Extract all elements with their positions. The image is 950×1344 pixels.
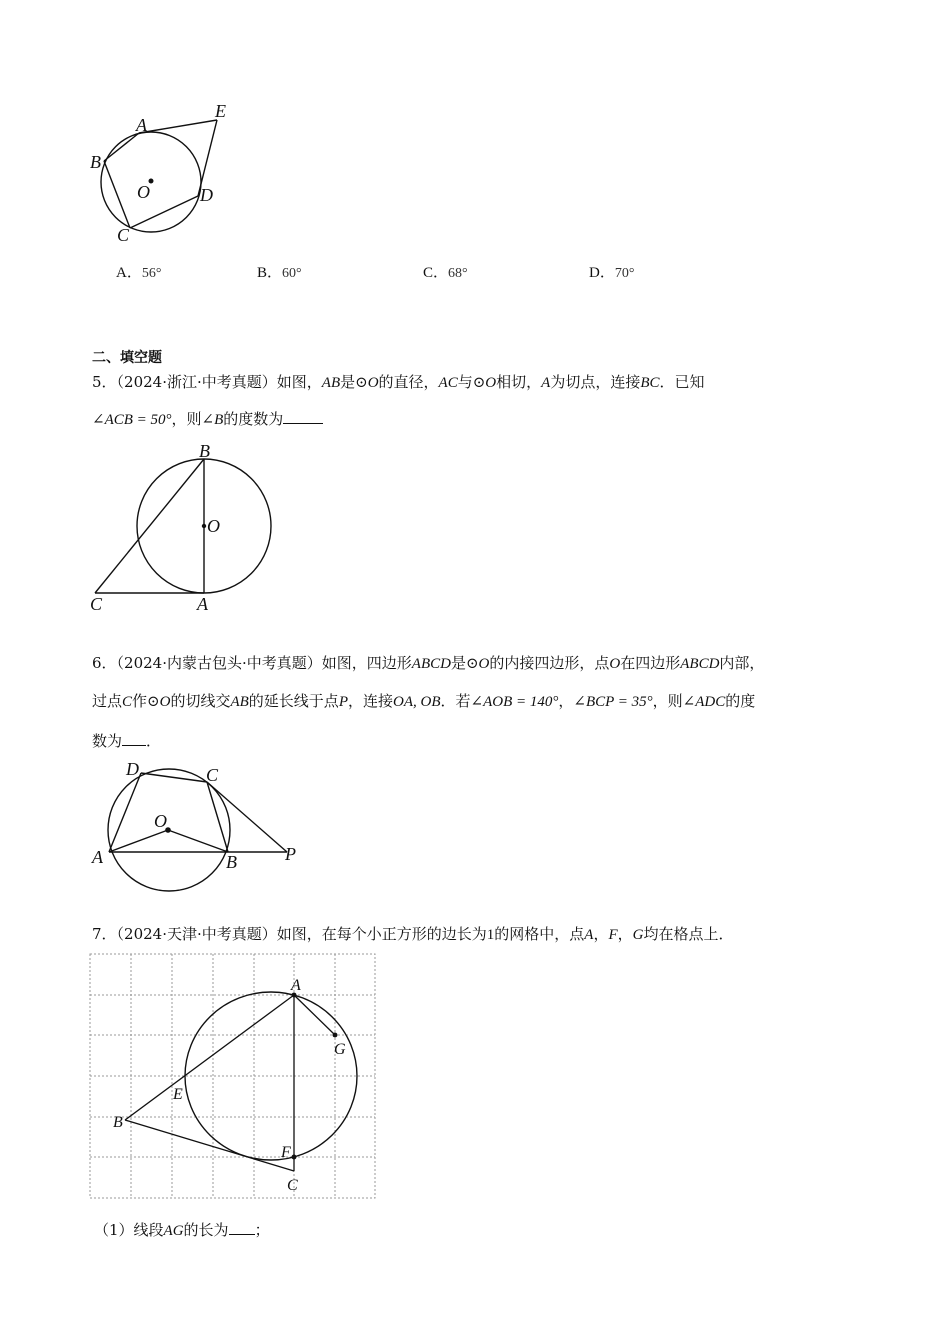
text: 的度 [725,692,756,710]
text: ，则 [652,692,683,710]
option-value: 56° [141,266,162,281]
text: ． [146,732,162,750]
option-letter: A． [116,265,142,281]
answer-blank[interactable] [122,730,146,746]
math-circle-o: ⊙O [147,694,171,710]
label-b: B [199,441,210,461]
text: ，则 [171,410,202,428]
text: 如图， [276,373,322,391]
option-value: 68° [448,266,468,281]
math-p: P [338,694,348,710]
option-a[interactable] [116,262,161,284]
option-d[interactable] [589,262,634,284]
math-abcd: ABCD [411,656,451,672]
math-ab: AB [321,375,341,391]
math-bc: BC [640,375,660,391]
question-5-line-1 [92,372,705,393]
math-f: F [608,927,618,943]
option-b[interactable] [257,262,302,284]
math-ac: AC [438,375,458,391]
text: ， [617,925,633,943]
label-o: O [207,516,220,536]
figure-q5 [85,438,280,618]
question-5-line-2 [92,408,323,430]
math-a: A [541,375,551,391]
answer-blank[interactable] [283,408,323,424]
math-angle-b: ∠B [201,412,224,428]
math-angle-adc: ∠ADC [682,694,726,710]
text: （1）线段 [94,1221,164,1239]
text: ； [254,1221,270,1239]
text: 的内接四边形，点 [489,654,610,672]
math-oa-ob: OA, OB [393,694,441,710]
option-letter: C． [423,265,449,281]
option-letter: D． [589,265,615,281]
segment-bc [125,1120,294,1171]
segment-ag [294,995,335,1035]
figure-q7 [85,948,385,1208]
question-7-sub-1 [94,1219,270,1241]
option-letter: B． [257,265,283,281]
text: 的长为 [183,1221,229,1239]
label-o: O [154,811,167,831]
segment-cp [207,782,287,852]
question-6-line-2 [92,691,755,712]
grid [90,954,375,1198]
label-b: B [113,1114,123,1131]
math-circle-o: ⊙O [472,375,497,391]
text: ， [558,692,574,710]
label-f: F [281,1144,291,1161]
text: 在四边形 [620,654,681,672]
question-number: 7． [92,925,117,943]
question-source: （2024·天津·中考真题） [116,925,277,943]
point-g [333,1033,338,1038]
question-6-line-3 [92,730,161,751]
math-angle-bcp: ∠BCP = 35° [573,694,653,710]
text: 均在格点上． [643,925,734,943]
point-f [292,1155,297,1160]
segment-ob [168,830,228,852]
text: 如图，四边形 [321,654,412,672]
math-one: 1 [486,927,495,943]
question-source: （2024·浙江·中考真题） [116,373,277,391]
question-number: 5． [92,373,117,391]
label-c: C [117,225,130,245]
segment-ae [139,120,217,133]
text: 与 [457,373,473,391]
math-abcd: ABCD [680,656,720,672]
question-7-line-1 [92,924,734,945]
math-c: C [122,694,133,710]
option-c[interactable] [423,262,468,284]
option-value: 70° [614,266,635,281]
label-b: B [226,852,237,872]
math-ag: AG [163,1223,184,1239]
math-g: G [632,927,644,943]
text: 相切， [496,373,542,391]
label-p: P [285,844,296,864]
label-a: A [92,847,103,867]
label-d: D [200,185,213,205]
text: 过点 [92,692,123,710]
label-a: A [136,115,147,135]
segment-ad [109,773,141,852]
text: 作 [132,692,148,710]
math-a: A [584,927,594,943]
section-title: 二、填空题 [92,350,162,366]
math-circle-o: ⊙O [465,656,490,672]
text: 数为 [92,732,123,750]
label-a: A [197,594,208,614]
label-e: E [215,101,226,121]
segment-ab [125,995,294,1120]
question-source: （2024·内蒙古包头·中考真题） [116,654,322,672]
label-a: A [291,977,301,994]
label-c: C [287,1177,298,1194]
text: 的直径， [378,373,439,391]
math-angle-acb: ∠ACB = 50° [92,412,172,428]
label-g: G [334,1041,346,1058]
text: ，连接 [347,692,393,710]
segment-cb [95,459,204,593]
label-e: E [173,1086,183,1103]
segment-dc [141,773,207,782]
segment-oa [109,830,168,852]
text: 是 [450,654,466,672]
answer-blank[interactable] [229,1219,255,1235]
text: ．若 [440,692,471,710]
text: 的网格中，点 [494,925,585,943]
text: 的度数为 [223,410,284,428]
math-circle-o: ⊙O [355,375,379,391]
segment-ab [104,133,139,161]
text: 的延长线于点 [248,692,339,710]
text: ．已知 [659,373,705,391]
text: 的切线交 [170,692,231,710]
label-d: D [126,759,139,779]
question-6-line-1 [92,653,764,674]
option-value: 60° [282,266,302,281]
label-c: C [90,594,103,614]
text: 为切点，连接 [550,373,641,391]
label-b: B [90,152,101,172]
label-o: O [137,182,150,202]
label-c: C [206,765,219,785]
text: ， [593,925,609,943]
text: 是 [340,373,356,391]
text: 如图，在每个小正方形的边长为 [276,925,487,943]
figure-q4 [85,95,245,250]
math-o: O [609,656,621,672]
center-dot [202,524,206,528]
math-angle-aob: ∠AOB = 140° [470,694,559,710]
figure-q6 [85,755,305,895]
text: 内部， [719,654,765,672]
question-number: 6． [92,654,117,672]
grid-border [90,954,375,1198]
math-ab: AB [230,694,249,710]
